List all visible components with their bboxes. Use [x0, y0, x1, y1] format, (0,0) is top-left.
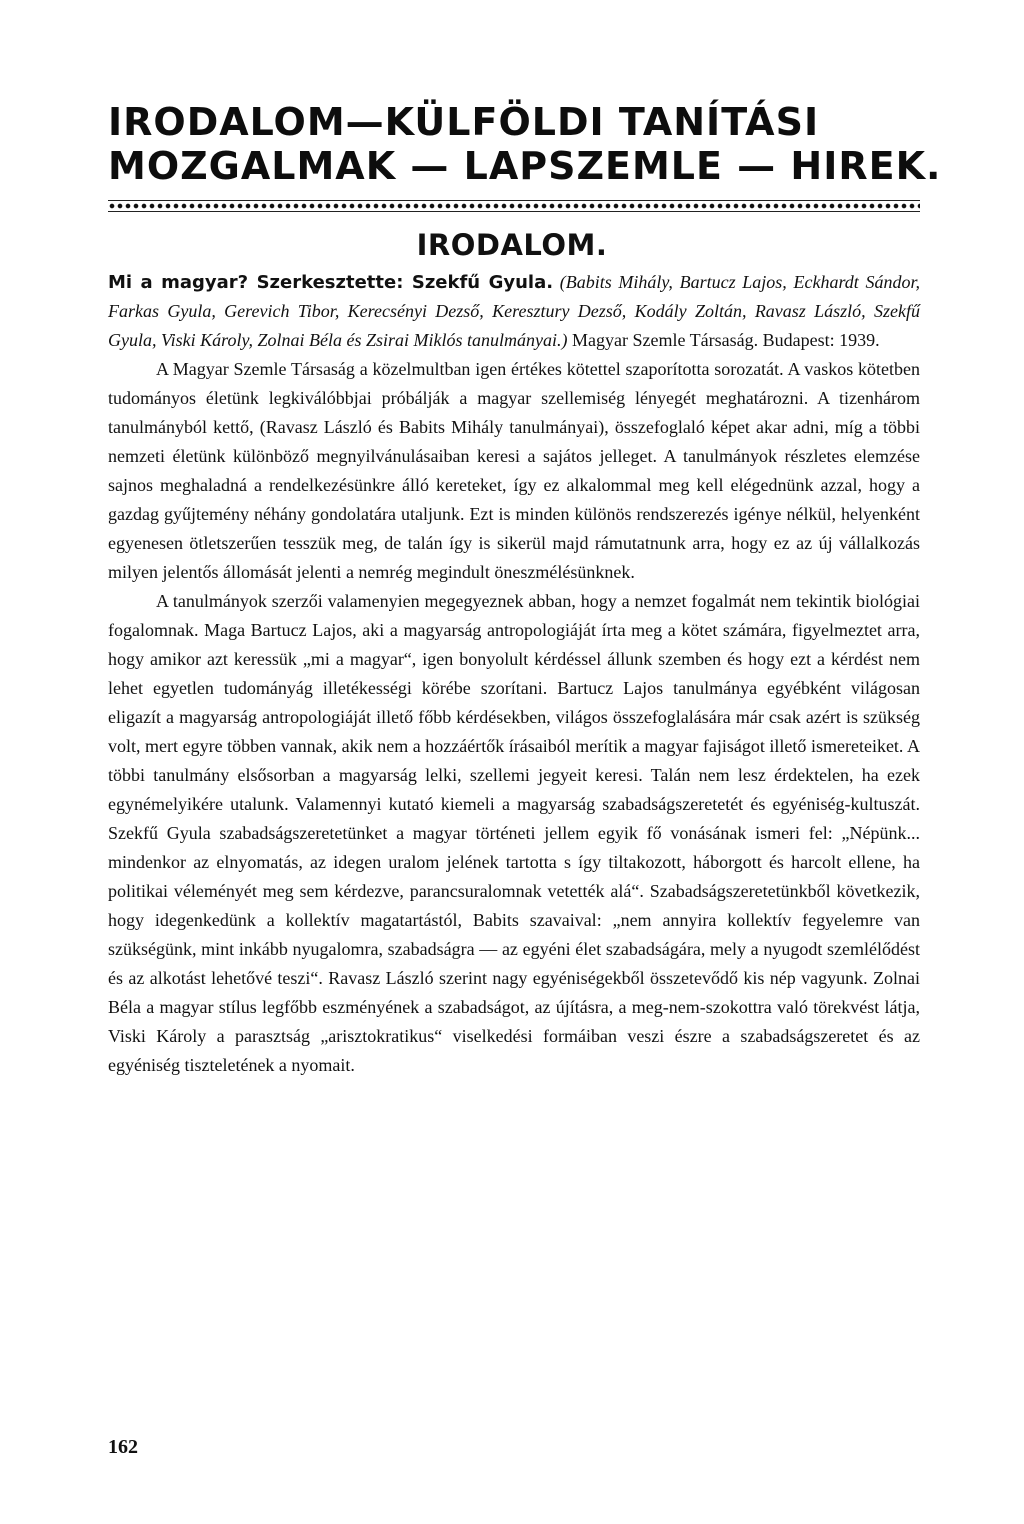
page-number: 162 [108, 1436, 138, 1458]
paragraph-1: A Magyar Szemle Társaság a közelmultban igen értékes kötettel szaporította sorozatát. A vaskos kötetben tudományos életünk legkiválóbbjai próbálják a magyar szellemiség lényegét meghatározni. A tizenhárom tanulmányból kettő, (Ravasz László és Babits Mihály tanulmányai), összefoglaló képet akar adni, míg a többi nemzeti életünk különböző megnyilvánulásaiban keresi a sajátos jelleget. A tanulmányok részletes elemzése sajnos meghaladná a rendelkezésünkre álló kereteket, így ez alkalommal meg kell elégednünk azzal, hogy a gazdag gyűjtemény néhány gondolatára utaljunk. Ezt is minden különös rendszerezés igénye nélkül, helyenként egyenesen ötletszerűen tesszük meg, de talán így is sikerül majd rámutatnunk arra, hogy ez az új vállalkozás milyen jelentős állomását jelenti a nemrég megindult öneszmélésünknek. [108, 359, 920, 582]
reference-authors: (Babits Mihály, Bartucz Lajos, Eckhardt Sándor, Farkas Gyula, Gerevich Tibor, Kerecsényi Dezső, Keresztury Dezső, Kodály Zoltán, Ravasz László, Szekfű Gyula, Viski Károly, Zolnai Béla és Zsirai Miklós tanulmányai.) [108, 272, 920, 350]
article-body [108, 268, 920, 1080]
reference-title: Mi a magyar? Szerkesztette: Szekfű Gyula. [108, 272, 554, 293]
header-line-2: MOZGALMAK — LAPSZEMLE — HIREK. [108, 144, 942, 188]
page-header [108, 100, 942, 188]
paragraph-2: A tanulmányok szerzői valamenyien megegyeznek abban, hogy a nemzet fogalmát nem tekintik biológiai fogalomnak. Maga Bartucz Lajos, aki a magyarság antropologiáját írta meg a kötet számára, figyelmeztet arra, hogy amikor azt keressük „mi a magyar“, igen bonyolult kérdéssel állunk szemben és hogy ezt a kérdést nem lehet egyetlen tudományág illetékességi körébe szorítani. Bartucz Lajos tanulmánya egyébként világosan eligazít a magyarság antropologiáját illető főbb kérdésekben, világos összefoglalására már csak azért is szükség volt, mert egyre többen vannak, akik nem a hozzáértők írásaiból merítik a magyar fajiságot illető ismereteiket. A többi tanulmány elsősorban a magyarság lelki, szellemi jegyeit keresi. Talán nem lesz érdektelen, ha ezek egynémelyikére utalunk. Valamennyi kutató kiemeli a magyarság szabadságszeretetét és egyéniség-kultuszát. Szekfű Gyula szabadságszeretetünket a magyar történeti jellem egyik fő vonásának ismeri fel: „Népünk... mindenkor az elnyomatás, az idegen uralom jelének tartotta s így tiltakozott, háborgott és harcolt ellene, ha politikai véleményét meg sem kérdezve, parancsuralomnak vetették alá“. Szabadságszeretetünkből következik, hogy idegenkedünk a kollektív magatartástól, Babits szavaival: „nem annyira kollektív fegyelemre van szükségünk, mint inkább nyugalomra, szabadságra — az egyéni élet szabadságára, mely a nyugodt szemlélődést és az alkotást lehetővé teszi“. Ravasz László szerint nagy egyéniségekből összetevődő kis nép vagyunk. Zolnai Béla a magyar stílus legfőbb eszményének a szabadságot, az újításra, a meg-nem-szokottra való törekvést látja, Viski Károly a parasztság „arisztokratikus“ viselkedési formáiban veszi észre a szabadságszeretet és az egyéniség tiszteletének a nyomait. [108, 591, 920, 1075]
section-title: IRODALOM. [416, 228, 608, 262]
header-line-1: IRODALOM—KÜLFÖLDI TANÍTÁSI [108, 100, 820, 144]
reference-publisher: Magyar Szemle Társaság. Budapest: 1939. [571, 330, 880, 350]
decorative-rule [108, 200, 920, 212]
reference-entry [108, 268, 920, 355]
